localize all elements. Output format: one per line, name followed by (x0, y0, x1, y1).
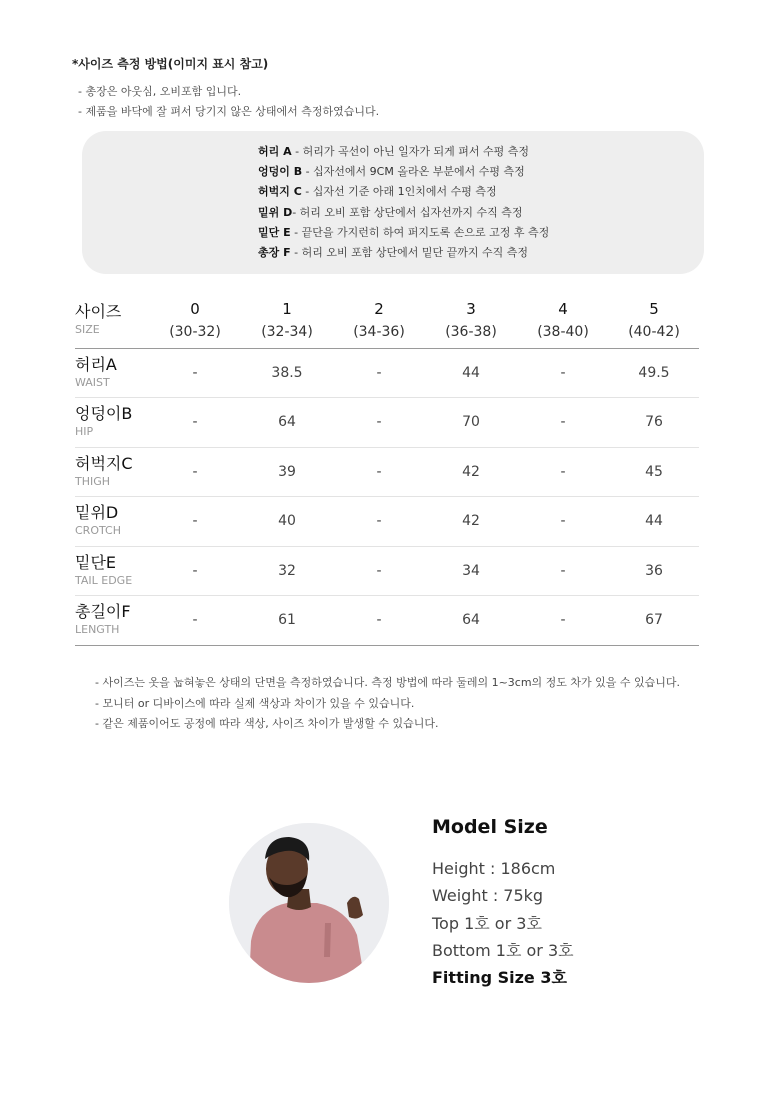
guide-item-thigh (258, 182, 549, 202)
row-label-en: CROTCH (75, 524, 122, 538)
size-range: (38-40) (537, 323, 589, 340)
size-number: 4 (558, 299, 568, 318)
measurement-note: - 제품을 바닥에 잘 펴서 당기지 않은 상태에서 측정하였습니다. (78, 105, 380, 118)
disclaimer-note: - 사이즈는 옷을 눕혀놓은 상태의 단면을 측정하였습니다. 측정 방법에 따라 둘레의 1~3cm의 정도 차가 있을 수 있습니다. (95, 676, 681, 689)
row-label (75, 447, 149, 497)
model-weight: Weight : 75kg (432, 886, 544, 906)
table-cell: 44 (425, 348, 517, 398)
guide-term: 허리 A (258, 145, 292, 158)
table-cell: 42 (425, 497, 517, 547)
row-label-ko: 허벅지C (75, 453, 133, 473)
table-cell: 44 (609, 497, 699, 547)
table-cell: 64 (425, 596, 517, 646)
table-cell: - (149, 398, 241, 448)
row-label-en: WAIST (75, 375, 110, 389)
table-cell: 45 (609, 447, 699, 497)
guide-desc: - 끝단을 가지런히 하여 퍼지도록 손으로 고정 후 측정 (290, 225, 550, 239)
guide-desc: - 허리 오비 포함 상단에서 십자선까지 수직 측정 (292, 205, 523, 219)
table-cell: - (517, 398, 609, 448)
size-header-en: SIZE (75, 322, 100, 336)
table-cell: - (517, 497, 609, 547)
guide-term: 엉덩이 B (258, 165, 303, 179)
table-cell: - (517, 596, 609, 646)
table-row-thigh (75, 447, 699, 497)
disclaimer-note: - 같은 제품이어도 공정에 따라 색상, 사이즈 차이가 발생할 수 있습니다. (95, 717, 439, 730)
size-column-header (609, 292, 699, 348)
row-label-ko: 밑위D (75, 503, 119, 523)
model-size-info (432, 813, 574, 991)
row-label (75, 348, 149, 398)
table-cell: - (149, 348, 241, 398)
model-bottom-size: Bottom 1호 or 3호 (432, 940, 574, 960)
size-column-header (241, 292, 333, 348)
guide-term: 밑단 E (258, 225, 291, 239)
guide-desc: - 십자선에서 9CM 올라온 부분에서 수평 측정 (302, 165, 525, 179)
row-label-en: THIGH (75, 474, 111, 488)
table-cell: 64 (241, 398, 333, 448)
size-number: 3 (466, 299, 476, 318)
row-label (75, 546, 149, 596)
row-label-ko: 엉덩이B (75, 404, 133, 424)
row-label (75, 497, 149, 547)
table-cell: 40 (241, 497, 333, 547)
row-label-ko: 총길이F (75, 602, 131, 622)
guide-item-waist (258, 142, 549, 162)
model-illustration (229, 823, 389, 983)
guide-term: 허벅지 C (258, 185, 302, 199)
measurement-guide-list (258, 142, 549, 263)
guide-desc: - 십자선 기준 아래 1인치에서 수평 측정 (301, 185, 497, 199)
table-cell: 61 (241, 596, 333, 646)
model-size-title: Model Size (432, 816, 548, 838)
row-label (75, 398, 149, 448)
measurement-method-title: *사이즈 측정 방법(이미지 표시 참고) (72, 57, 269, 71)
row-label-en: HIP (75, 425, 94, 439)
table-cell: - (333, 447, 425, 497)
table-cell: 32 (241, 546, 333, 596)
table-row-waist (75, 348, 699, 398)
guide-desc: - 허리가 곡선이 아닌 일자가 되게 펴서 수평 측정 (291, 145, 529, 158)
size-table (75, 292, 699, 646)
row-label-en: TAIL EDGE (75, 573, 133, 587)
table-cell: - (149, 447, 241, 497)
size-range: (30-32) (169, 323, 221, 340)
table-cell: - (149, 546, 241, 596)
guide-item-length (258, 243, 549, 263)
size-range: (40-42) (628, 323, 680, 340)
table-cell: - (517, 546, 609, 596)
table-cell: - (517, 447, 609, 497)
table-cell: - (149, 596, 241, 646)
size-column-header (517, 292, 609, 348)
disclaimer-notes (95, 673, 680, 735)
row-label (75, 596, 149, 646)
guide-item-crotch (258, 203, 549, 223)
size-range: (32-34) (261, 323, 313, 340)
table-cell: 70 (425, 398, 517, 448)
size-range: (34-36) (353, 323, 405, 340)
size-number: 1 (282, 299, 292, 318)
table-row-length (75, 596, 699, 646)
model-photo (229, 823, 389, 983)
measurement-notes (78, 82, 379, 122)
model-top-size: Top 1호 or 3호 (432, 913, 542, 933)
measurement-note: - 총장은 아웃심, 오비포함 입니다. (78, 85, 242, 98)
guide-item-tail-edge (258, 223, 549, 243)
size-header-ko: 사이즈 (75, 301, 122, 321)
table-cell: - (333, 546, 425, 596)
model-height: Height : 186cm (432, 859, 556, 878)
size-range: (36-38) (445, 323, 497, 340)
table-cell: 34 (425, 546, 517, 596)
size-number: 5 (649, 299, 659, 318)
table-cell: 36 (609, 546, 699, 596)
table-cell: 38.5 (241, 348, 333, 398)
table-cell: - (333, 398, 425, 448)
size-column-header (333, 292, 425, 348)
disclaimer-note: - 모니터 or 디바이스에 따라 실제 색상과 차이가 있을 수 있습니다. (95, 696, 415, 710)
guide-item-hip (258, 162, 549, 182)
table-row-crotch (75, 497, 699, 547)
size-header-cell (75, 292, 149, 348)
table-cell: 49.5 (609, 348, 699, 398)
measurement-guide-box (82, 131, 704, 274)
shirt-print (324, 923, 331, 957)
guide-term: 밑위 D (258, 205, 293, 219)
row-label-ko: 허리A (75, 354, 117, 374)
table-row-tail-edge (75, 546, 699, 596)
table-cell: - (517, 348, 609, 398)
table-cell: 42 (425, 447, 517, 497)
table-cell: - (333, 497, 425, 547)
row-label-ko: 밑단E (75, 552, 117, 572)
table-cell: - (333, 348, 425, 398)
model-fitting-size: Fitting Size 3호 (432, 968, 567, 988)
size-number: 2 (374, 299, 384, 318)
guide-term: 총장 F (258, 246, 291, 260)
table-header-row (75, 292, 699, 348)
row-label-en: LENGTH (75, 623, 120, 637)
table-row-hip (75, 398, 699, 448)
table-cell: 39 (241, 447, 333, 497)
table-cell: - (333, 596, 425, 646)
guide-desc: - 허리 오비 포함 상단에서 밑단 끝까지 수직 측정 (290, 246, 528, 260)
table-cell: - (149, 497, 241, 547)
size-number: 0 (190, 299, 200, 318)
table-cell: 67 (609, 596, 699, 646)
table-cell: 76 (609, 398, 699, 448)
size-column-header (149, 292, 241, 348)
size-column-header (425, 292, 517, 348)
